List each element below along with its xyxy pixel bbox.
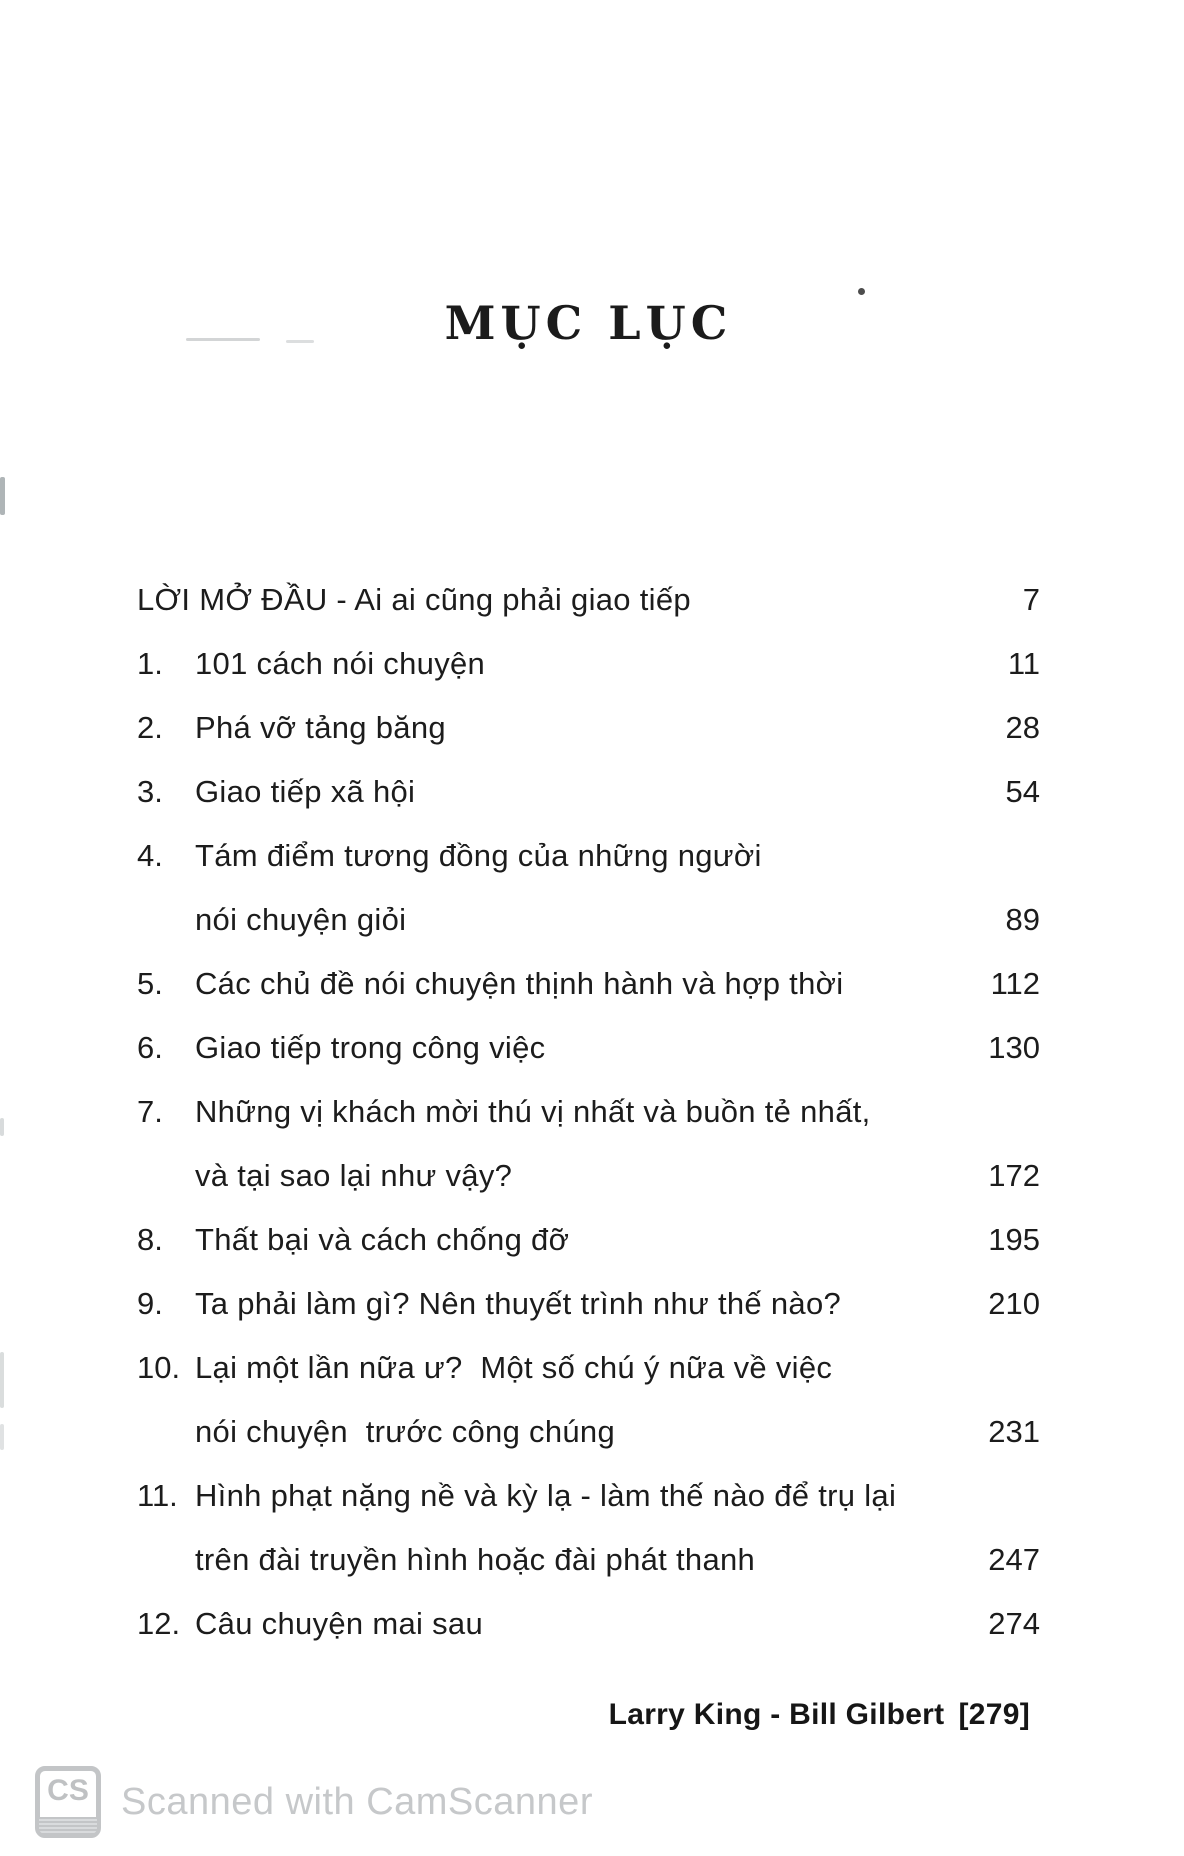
scan-speck-artifact: [858, 288, 865, 295]
toc-entry-label: Phá vỡ tảng băng: [195, 710, 446, 745]
footer-authors: Larry King - Bill Gilbert: [608, 1698, 945, 1731]
toc-entry-label-line2: nói chuyện giỏi: [195, 902, 407, 937]
toc-entry-page: 172: [988, 1158, 1040, 1193]
toc-entry-6: [137, 1016, 1040, 1080]
toc-entry-1: [137, 632, 1040, 696]
toc-entry-12: [137, 1592, 1040, 1656]
toc-entry-page: 89: [1005, 902, 1040, 937]
toc-entry-number: 10.: [137, 1350, 181, 1385]
toc-entry-label: Những vị khách mời thú vị nhất và buồn tẻ nhất,: [195, 1094, 871, 1129]
toc-entry-label: Giao tiếp trong công việc: [195, 1030, 546, 1065]
table-of-contents: [137, 568, 1040, 1656]
camscanner-watermark: [35, 1766, 593, 1838]
toc-entry-number: 11.: [137, 1478, 178, 1513]
toc-entry-label-line2: trên đài truyền hình hoặc đài phát thanh: [195, 1542, 756, 1577]
toc-entry-label: 101 cách nói chuyện: [195, 646, 486, 681]
scan-edge-artifact: [0, 1424, 4, 1450]
toc-entry-label: Hình phạt nặng nề và kỳ lạ - làm thế nào để trụ lại: [195, 1478, 897, 1513]
toc-entry-page: 274: [988, 1606, 1040, 1641]
toc-entry-number: 3.: [137, 774, 163, 809]
toc-entry-label: LỜI MỞ ĐẦU - Ai ai cũng phải giao tiếp: [137, 582, 691, 617]
toc-entry-page: 54: [1005, 774, 1040, 809]
scan-edge-artifact: [0, 1118, 4, 1136]
toc-entry-page: 11: [1007, 646, 1040, 681]
toc-entry-label: Giao tiếp xã hội: [195, 774, 416, 809]
toc-entry-10: [137, 1336, 1040, 1464]
camscanner-logo-pages: [39, 1817, 97, 1834]
scan-edge-artifact: [0, 1352, 4, 1408]
toc-entry-11: [137, 1464, 1040, 1592]
toc-entry-label: Các chủ đề nói chuyện thịnh hành và hợp thời: [195, 966, 844, 1001]
toc-entry-number: 1.: [137, 646, 163, 681]
scan-smudge-artifact: [286, 340, 314, 343]
toc-entry-number: 9.: [137, 1286, 163, 1321]
toc-entry-5: [137, 952, 1040, 1016]
toc-entry-label: Ta phải làm gì? Nên thuyết trình như thế nào?: [195, 1286, 842, 1321]
toc-entry-label-line2: và tại sao lại như vậy?: [195, 1158, 513, 1193]
toc-entry-9: [137, 1272, 1040, 1336]
scan-smudge-artifact: [186, 338, 260, 341]
scan-edge-artifact: [0, 477, 5, 515]
toc-entry-7: [137, 1080, 1040, 1208]
toc-entry-number: 12.: [137, 1606, 181, 1641]
watermark-text: Scanned with CamScanner: [121, 1780, 593, 1823]
toc-entry-3: [137, 760, 1040, 824]
toc-entry-number: 4.: [137, 838, 163, 873]
toc-entry-number: 2.: [137, 710, 163, 745]
toc-entry-number: 7.: [137, 1094, 163, 1129]
toc-entry-page: 210: [988, 1286, 1040, 1321]
camscanner-logo-letters: CS: [47, 1774, 89, 1807]
toc-entry-8: [137, 1208, 1040, 1272]
toc-entry-page: 112: [990, 966, 1040, 1001]
toc-entry-page: 130: [988, 1030, 1040, 1065]
toc-entry-number: 5.: [137, 966, 163, 1001]
toc-entry-page: 195: [988, 1222, 1040, 1257]
toc-entry-number: 6.: [137, 1030, 163, 1065]
footer-page-count: [279]: [958, 1698, 1030, 1731]
toc-entry-2: [137, 696, 1040, 760]
toc-entry-label: Câu chuyện mai sau: [195, 1606, 484, 1641]
toc-entry-page: 7: [1022, 582, 1040, 617]
toc-entry-page: 247: [988, 1542, 1040, 1577]
toc-entry-label: Thất bại và cách chống đỡ: [195, 1222, 570, 1257]
toc-entry-page: 231: [988, 1414, 1040, 1449]
book-footer: [609, 1698, 1030, 1732]
camscanner-logo-icon: [35, 1766, 101, 1838]
toc-entry-label-line2: nói chuyện trước công chúng: [195, 1414, 615, 1449]
toc-entry-label: Lại một lần nữa ư? Một số chú ý nữa về việc: [195, 1350, 833, 1385]
toc-entry-page: 28: [1005, 710, 1040, 745]
toc-entry-number: 8.: [137, 1222, 163, 1257]
toc-entry-intro: [137, 568, 1040, 632]
page-title: MỤC LỤC: [444, 296, 733, 350]
toc-entry-4: [137, 824, 1040, 952]
toc-entry-label: Tám điểm tương đồng của những người: [195, 838, 762, 873]
